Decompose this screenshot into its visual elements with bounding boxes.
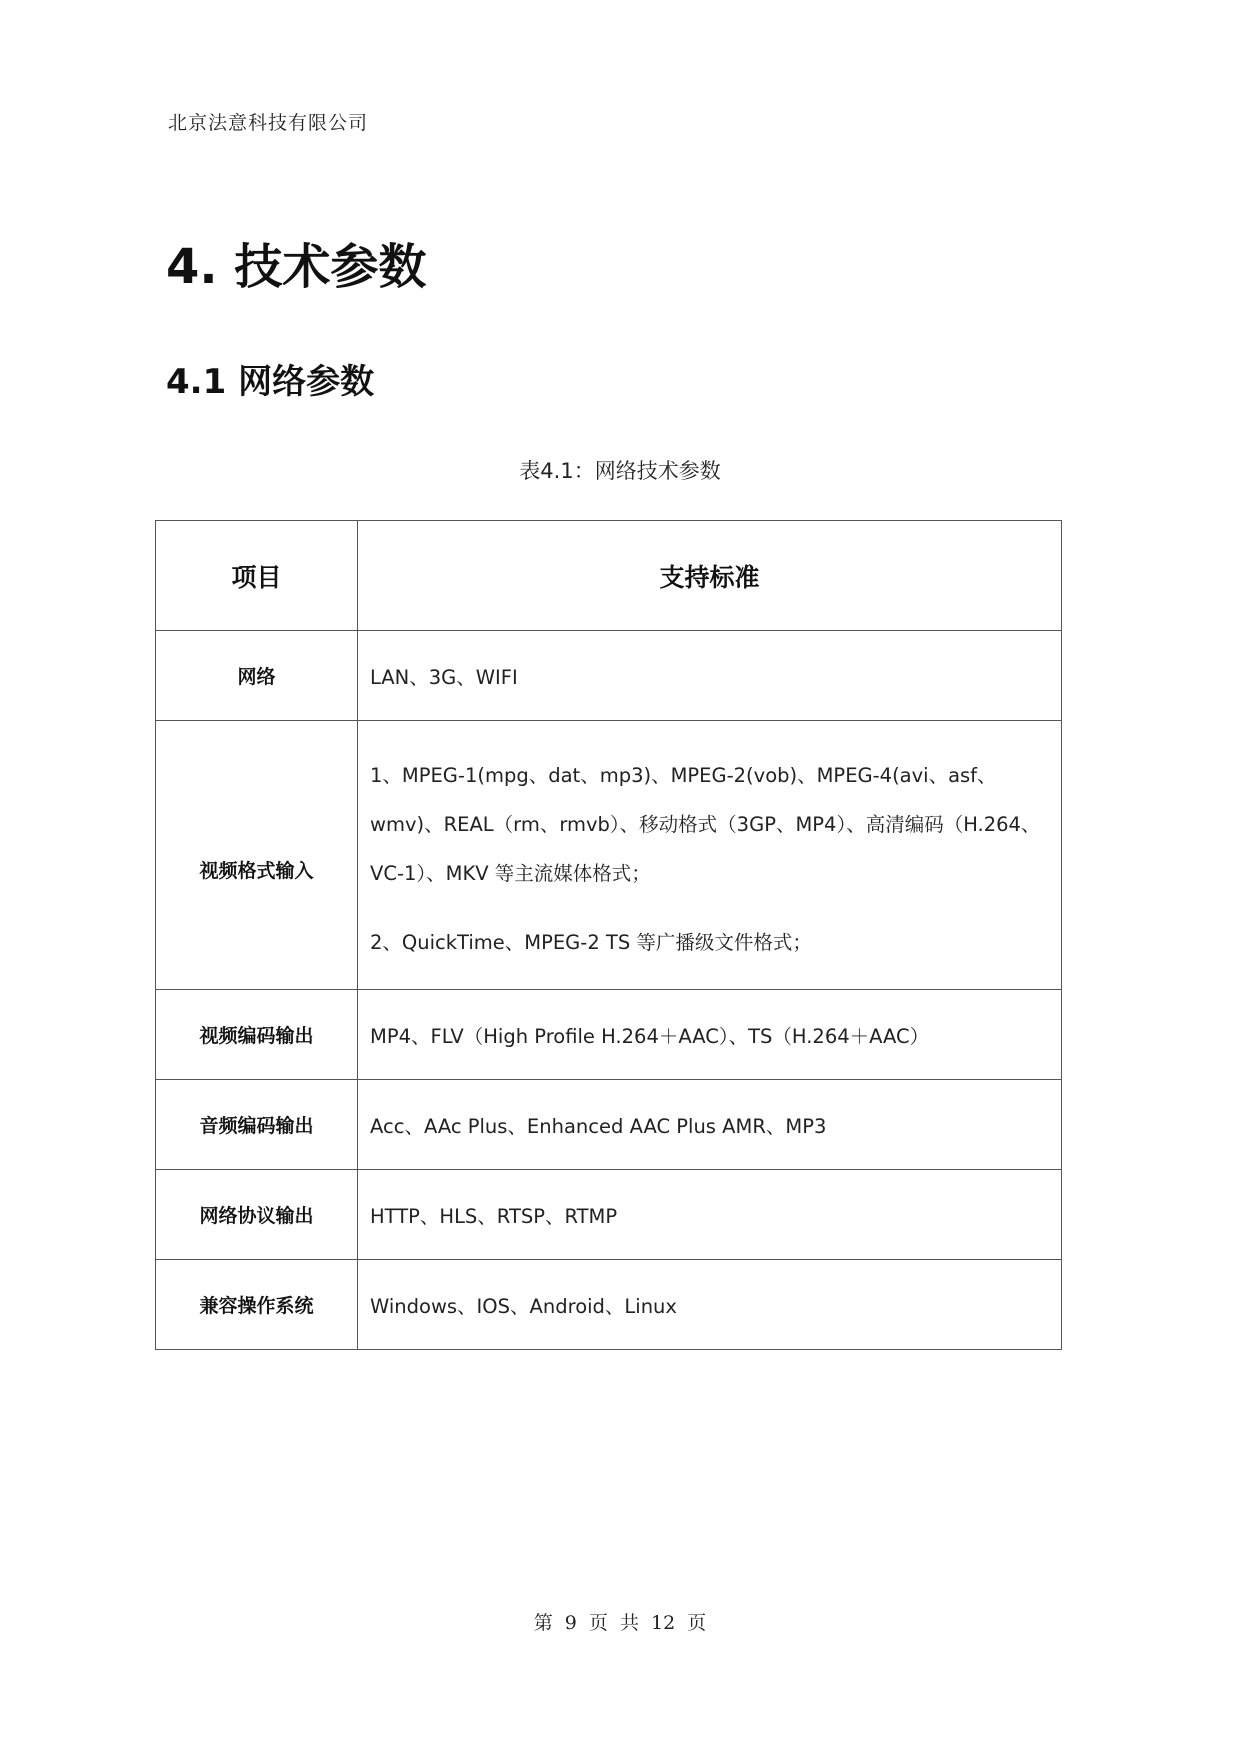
table-row — [156, 990, 1062, 1080]
row-standard-value: Windows、IOS、Android、Linux — [358, 1260, 1062, 1350]
header-company-name: 北京法意科技有限公司 — [168, 112, 369, 134]
table-row — [156, 721, 1062, 990]
row-standard-value: Acc、AAc Plus、Enhanced AAC Plus AMR、MP3 — [358, 1080, 1062, 1170]
table-row — [156, 631, 1062, 721]
row-item-label: 音频编码输出 — [156, 1080, 358, 1170]
row-item-label: 兼容操作系统 — [156, 1260, 358, 1350]
row-item-label: 视频格式输入 — [156, 721, 358, 990]
table-header-row — [156, 521, 1062, 631]
table-row — [156, 1170, 1062, 1260]
row-standard-value: MP4、FLV（High Profile H.264＋AAC）、TS（H.264＋AAC） — [358, 990, 1062, 1080]
table-row — [156, 1260, 1062, 1350]
row-item-label: 网络协议输出 — [156, 1170, 358, 1260]
row-item-label: 网络 — [156, 631, 358, 721]
chapter-title: 4. 技术参数 — [166, 239, 427, 295]
table-row — [156, 1080, 1062, 1170]
row-standard-value: LAN、3G、WIFI — [358, 631, 1062, 721]
network-params-table — [155, 520, 1062, 1350]
header-standard: 支持标准 — [358, 521, 1062, 631]
standard-paragraph: 1、MPEG-1(mpg、dat、mp3)、MPEG-2(vob)、MPEG-4(avi、asf、wmv)、REAL（rm、rmvb）、移动格式（3GP、MP4）、高清编码（H.264、VC-1）、MKV 等主流媒体格式； — [370, 764, 1041, 885]
header-item: 项目 — [156, 521, 358, 631]
page-number: 第 9 页 共 12 页 — [533, 1612, 707, 1634]
row-standard-value: HTTP、HLS、RTSP、RTMP — [358, 1170, 1062, 1260]
row-item-label: 视频编码输出 — [156, 990, 358, 1080]
table-caption: 表4.1：网络技术参数 — [519, 459, 721, 483]
section-title: 4.1 网络参数 — [166, 362, 375, 402]
standard-paragraph: 2、QuickTime、MPEG-2 TS 等广播级文件格式； — [370, 931, 812, 954]
row-standard-value — [358, 721, 1062, 990]
